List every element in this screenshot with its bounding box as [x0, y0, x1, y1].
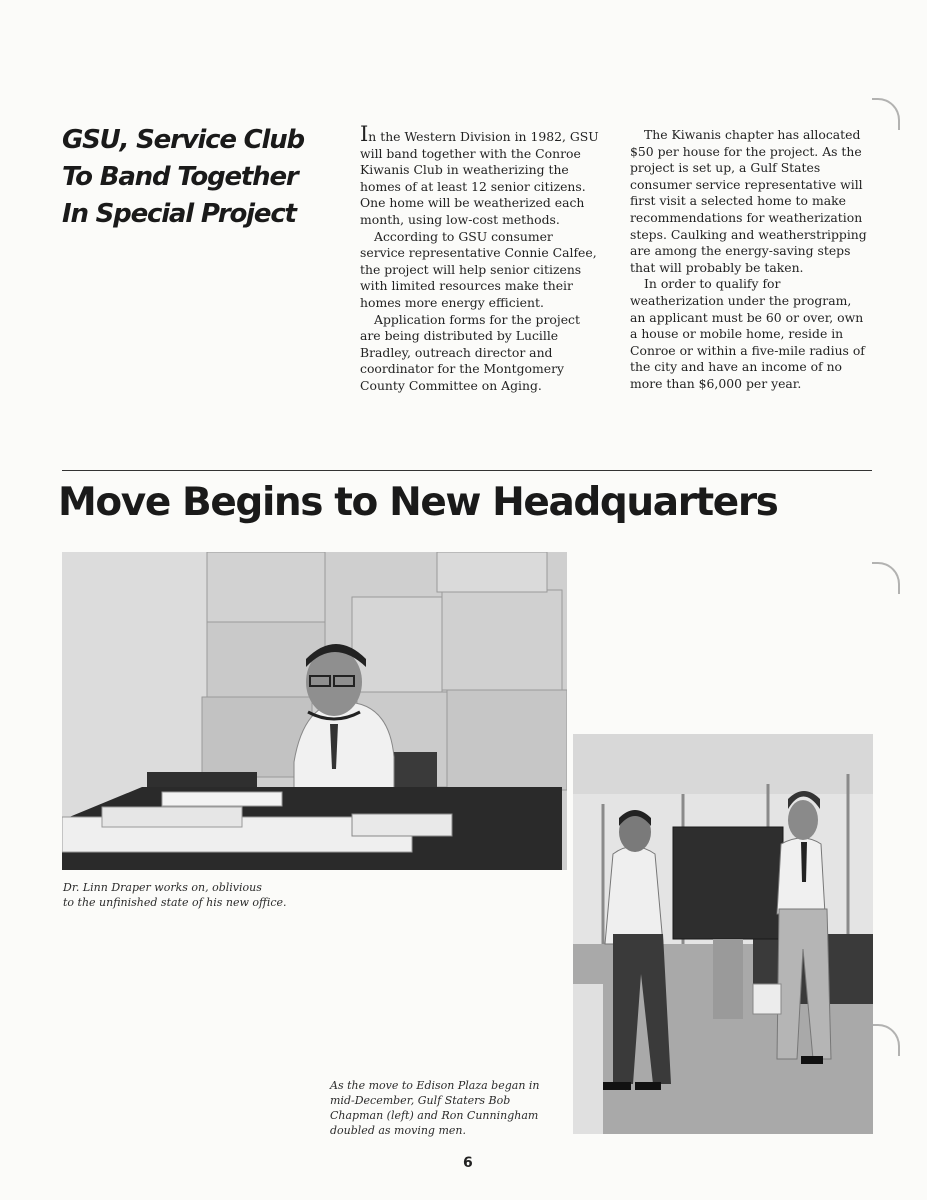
binder-hole-top [872, 98, 900, 130]
paragraph: The Kiwanis chapter has allocated $50 per house for the project. As the project is set up, a Gulf States consumer service representative will first visit a selected home to make recommendations for weatherization steps. Caulking and weatherstripping are among the energy-saving steps that will probably be taken. [630, 127, 867, 275]
headline-line: In Special Project [62, 199, 296, 229]
photo-moving-men [573, 734, 873, 1134]
caption-moving [330, 1078, 540, 1138]
caption-line: doubled as moving men. [330, 1124, 466, 1137]
caption-line: to the unfinished state of his new office. [63, 896, 287, 909]
paragraph [360, 122, 600, 229]
caption-line: mid-December, Gulf Staters Bob [330, 1094, 511, 1107]
paragraph: Application forms for the project are being distributed by Lucille Bradley, outreach director and coordinator for the Montgomery County Committee on Aging. [360, 311, 580, 393]
caption-line: As the move to Edison Plaza began in [330, 1079, 540, 1092]
photo-office-desk [62, 552, 567, 870]
binder-hole-bottom [872, 1024, 900, 1056]
article-headline-move-begins: Move Begins to New Headquarters [58, 480, 778, 525]
caption-line: Chapman (left) and Ron Cunningham [330, 1109, 539, 1122]
article-headline-gsu-service-club [62, 122, 352, 233]
binder-hole-middle [872, 562, 900, 594]
paragraph: In order to qualify for weatherization under the program, an applicant must be 60 or over, own a house or mobile home, reside in Conroe or within a five-mile radius of the city and have an income of no more than $6,000 per year. [630, 276, 865, 391]
paragraph: According to GSU consumer service representative Connie Calfee, the project will help senior citizens with limited resources make their homes more energy efficient. [360, 228, 597, 310]
caption-draper [63, 880, 287, 910]
page-number: 6 [463, 1155, 473, 1171]
paragraph-text: n the Western Division in 1982, GSU will band together with the Conroe Kiwanis Club in weatherizing the homes of at least 12 senior citizens. One home will be weatherized each month, using low-cost methods. [360, 129, 599, 227]
office-photo-illustration [62, 552, 567, 870]
caption-line: Dr. Linn Draper works on, oblivious [63, 881, 262, 894]
headline-line: GSU, Service Club [62, 125, 304, 155]
moving-photo-illustration [573, 734, 873, 1134]
drop-cap: I [360, 122, 369, 146]
article-column-1 [360, 122, 600, 395]
headline-line: To Band Together [62, 162, 298, 192]
article-column-2 [630, 127, 870, 393]
section-divider [62, 470, 872, 471]
